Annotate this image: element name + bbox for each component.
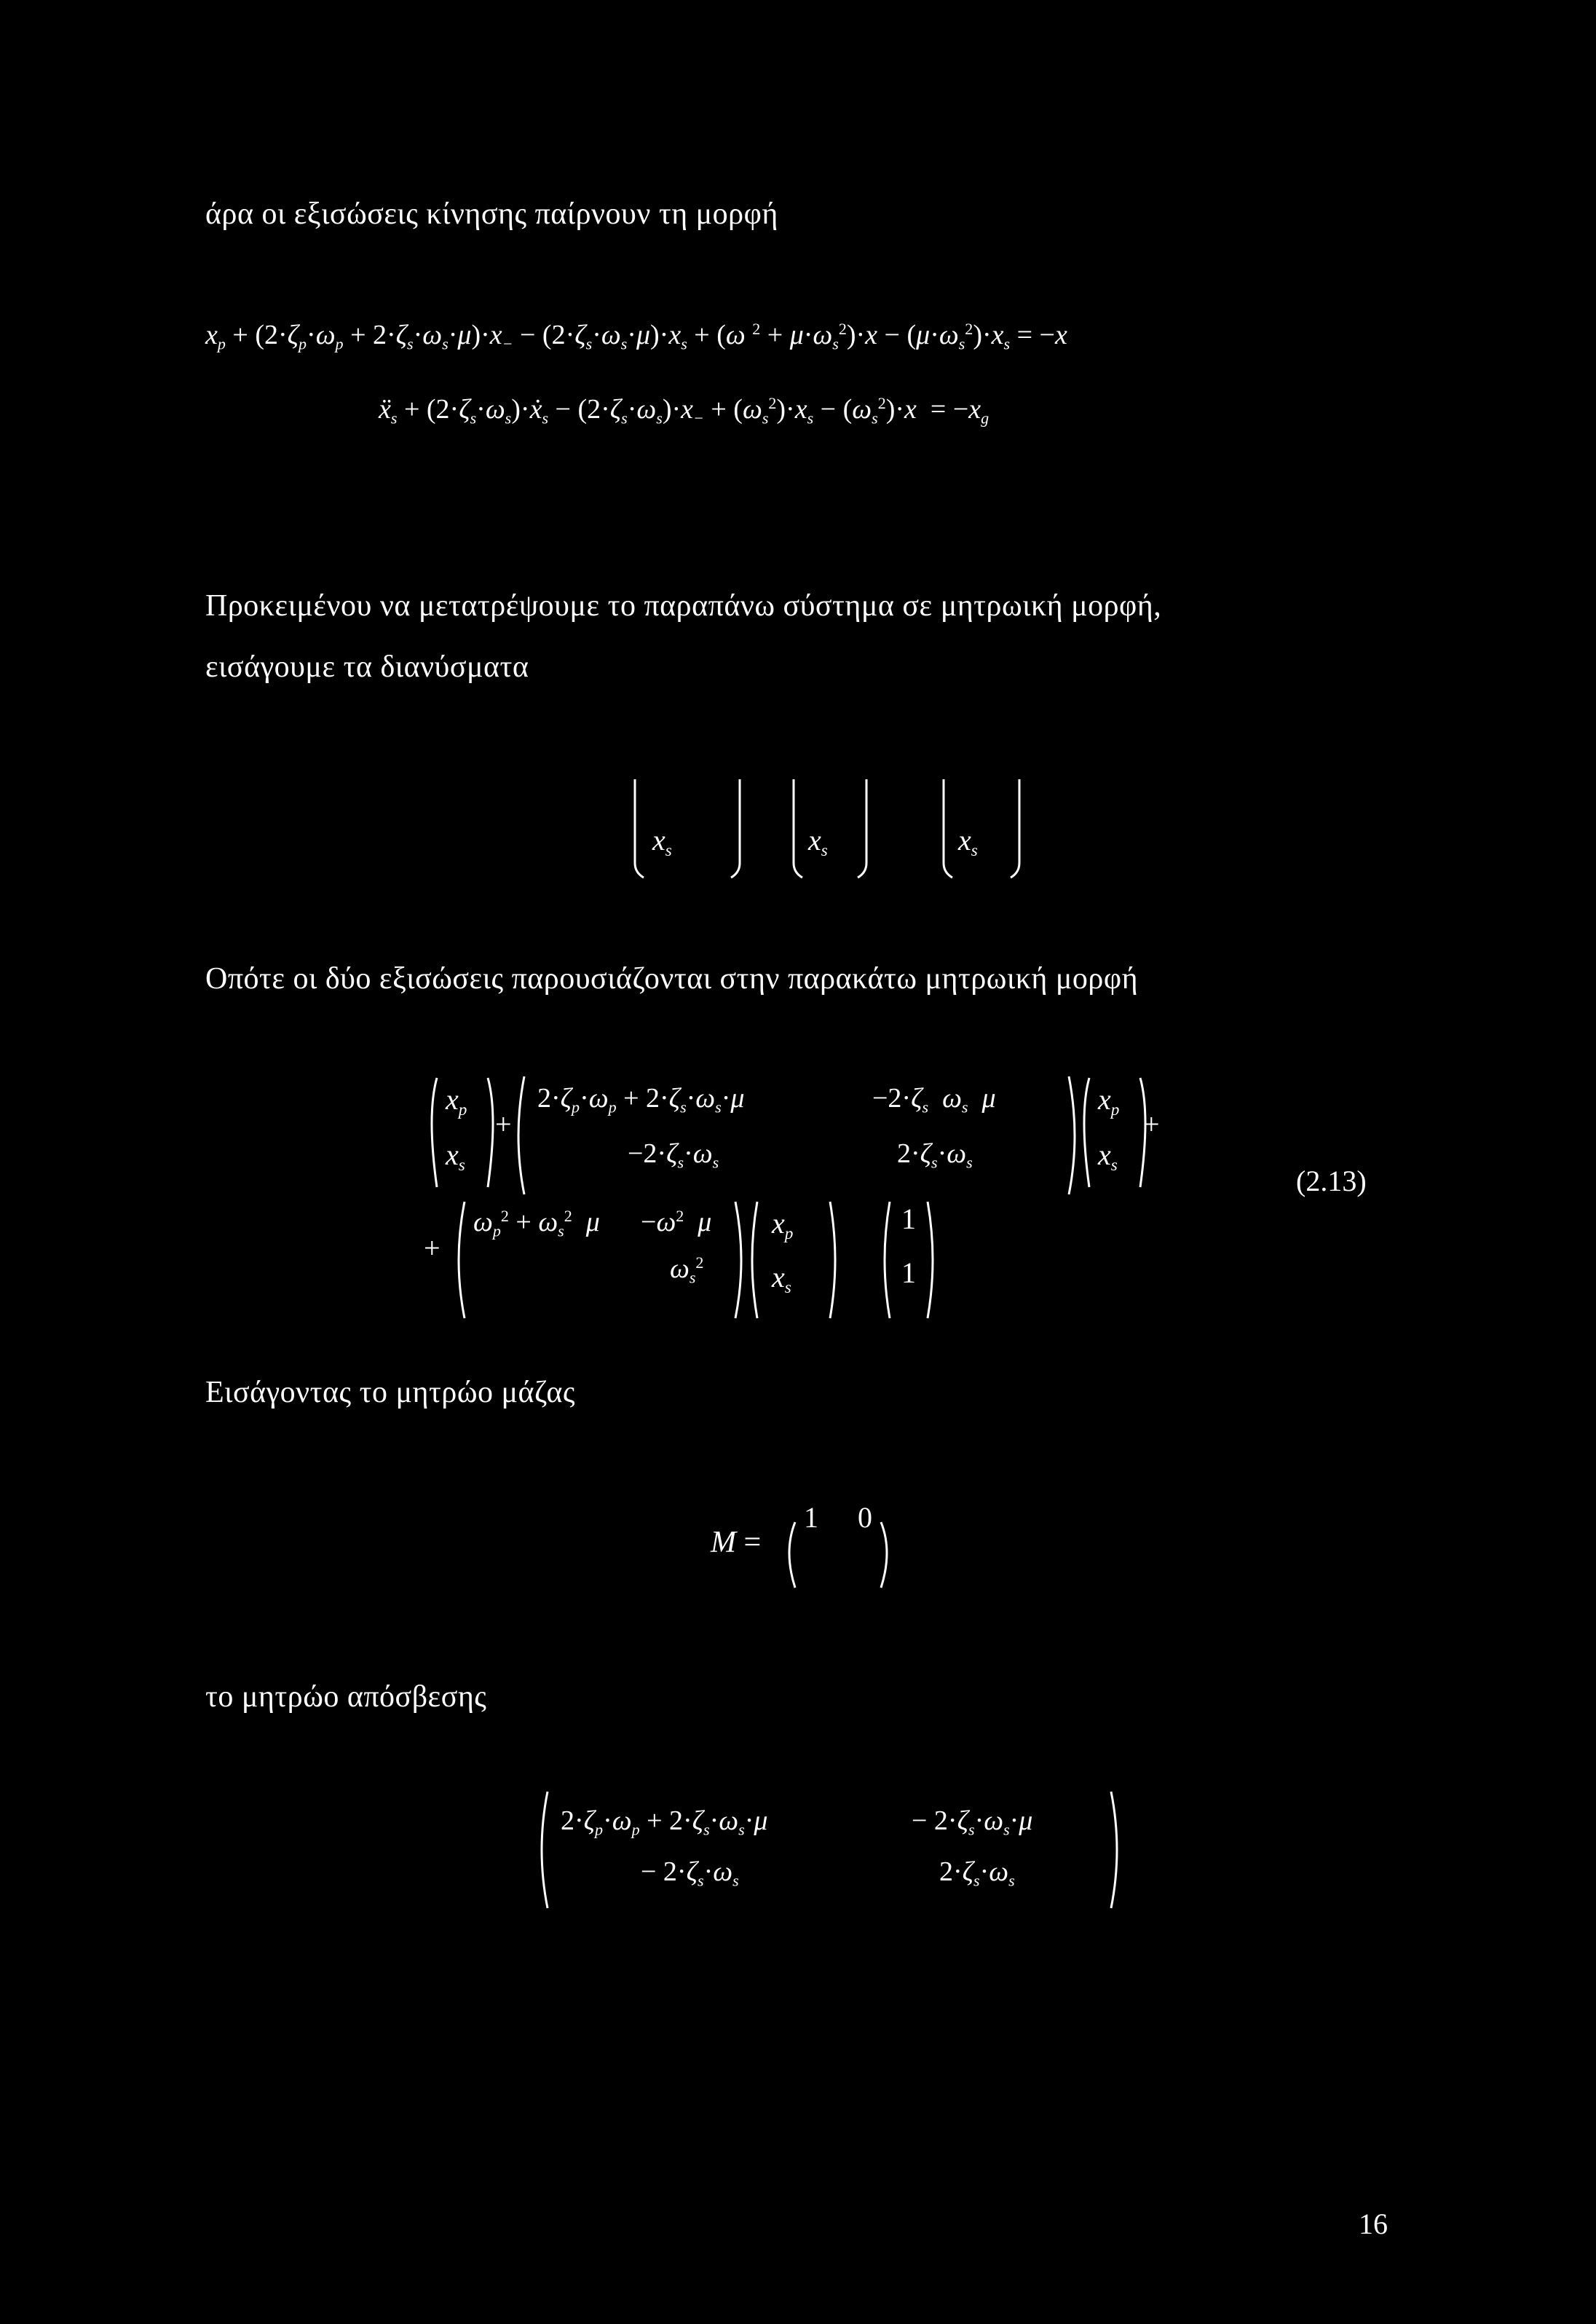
page-number: 16	[1359, 2207, 1388, 2240]
damping-final-cell-11: $2\cdot\zeta_p\cdot\omega_p + 2\cdot\zeta_s\cdot\omega_s\cdot\mu$	[561, 1805, 768, 1839]
damping-cell-21: $-2\cdot\zeta_s\cdot\omega_s$	[628, 1138, 719, 1172]
plus-sign: +	[495, 1108, 512, 1141]
damping-cell-12: $-2\cdot\zeta_s$ $\omega_s$ μ	[872, 1083, 996, 1116]
damping-cell-22: $2\cdot\zeta_s\cdot\omega_s$	[897, 1138, 973, 1172]
load-1: 1	[901, 1202, 916, 1235]
damping-final-cell-22: $2\cdot\zeta_s\cdot\omega_s$	[939, 1856, 1015, 1890]
mass-cell-11: 1	[804, 1501, 818, 1534]
vec-xs: $x_s$	[446, 1138, 465, 1175]
vec-xp: $x_p$	[446, 1083, 467, 1120]
mass-matrix-name: M =	[711, 1526, 762, 1559]
vec3-xs: $x_s$	[772, 1261, 791, 1298]
mass-cell-12: 0	[858, 1501, 872, 1534]
vector-2-entry: $x_s$	[808, 824, 828, 861]
equation-2: ẍ$_s$ + $(2\cdot\zeta_s\cdot\omega_s)\cdot ẋ_s - (2\cdot\zeta_s\cdot\omega_s)\cdot x_- + (\omega_s^2)\cdot x_s - (\omega_s^2)\cdot x = -x_g$	[379, 393, 989, 428]
vec3-xp: $x_p$	[772, 1207, 794, 1244]
plus-sign-2: +	[1143, 1108, 1160, 1141]
stiffness-cell-11: $\omega_p^2 + \omega_s^2$ μ	[473, 1206, 600, 1240]
equation-1: $x_p + (2\cdot\zeta_p\cdot\omega_p + 2\cdot\zeta_s\cdot\omega_s\cdot\mu)\cdot x_- - (2\cdot\zeta_s\cdot\omega_s\cdot\mu)\cdot x_s + (\omega$ $^2 + \mu\cdot\omega_s^2)\cdot x - (\mu\cdot\omega_s^2)\cdot x_s = -x$	[205, 319, 1067, 353]
damping-cell-11: $2\cdot\zeta_p\cdot\omega_p + 2\cdot\zeta_s\cdot\omega_s\cdot\mu$	[537, 1083, 745, 1116]
plus-sign-3: +	[424, 1232, 441, 1264]
load-2: 1	[901, 1256, 916, 1289]
vector-1-entry: $x_s$	[652, 824, 672, 861]
paragraph-1-line-2: εισάγουμε τα διανύσματα	[205, 650, 529, 684]
mass-intro-text: Εισάγοντας το μητρώο μάζας	[205, 1376, 576, 1409]
damping-final-cell-12: − $2\cdot\zeta_s\cdot\omega_s\cdot\mu$	[912, 1805, 1033, 1839]
vec2-xp: $x_p$	[1098, 1083, 1120, 1120]
damping-final-cell-21: − $2\cdot\zeta_s\cdot\omega_s$	[641, 1856, 739, 1890]
intro-text: άρα οι εξισώσεις κίνησης παίρνουν τη μορφή	[205, 197, 778, 231]
stiffness-cell-12: $-\omega^2$ μ	[641, 1206, 712, 1237]
damping-intro-text: το μητρώο απόσβεσης	[205, 1680, 487, 1714]
paragraph-1-line-1: Προκειμένου να μετατρέψουμε το παραπάνω σύστημα σε μητρωική μορφή,	[205, 589, 1162, 623]
stiffness-cell-22: $\omega_s^2$	[670, 1253, 704, 1287]
vec2-xs: $x_s$	[1098, 1138, 1118, 1175]
paragraph-2: Οπότε οι δύο εξισώσεις παρουσιάζονται στην παρακάτω μητρωική μορφή	[205, 962, 1139, 996]
vector-3-entry: $x_s$	[958, 824, 978, 861]
equation-number: (2.13)	[1296, 1165, 1367, 1197]
